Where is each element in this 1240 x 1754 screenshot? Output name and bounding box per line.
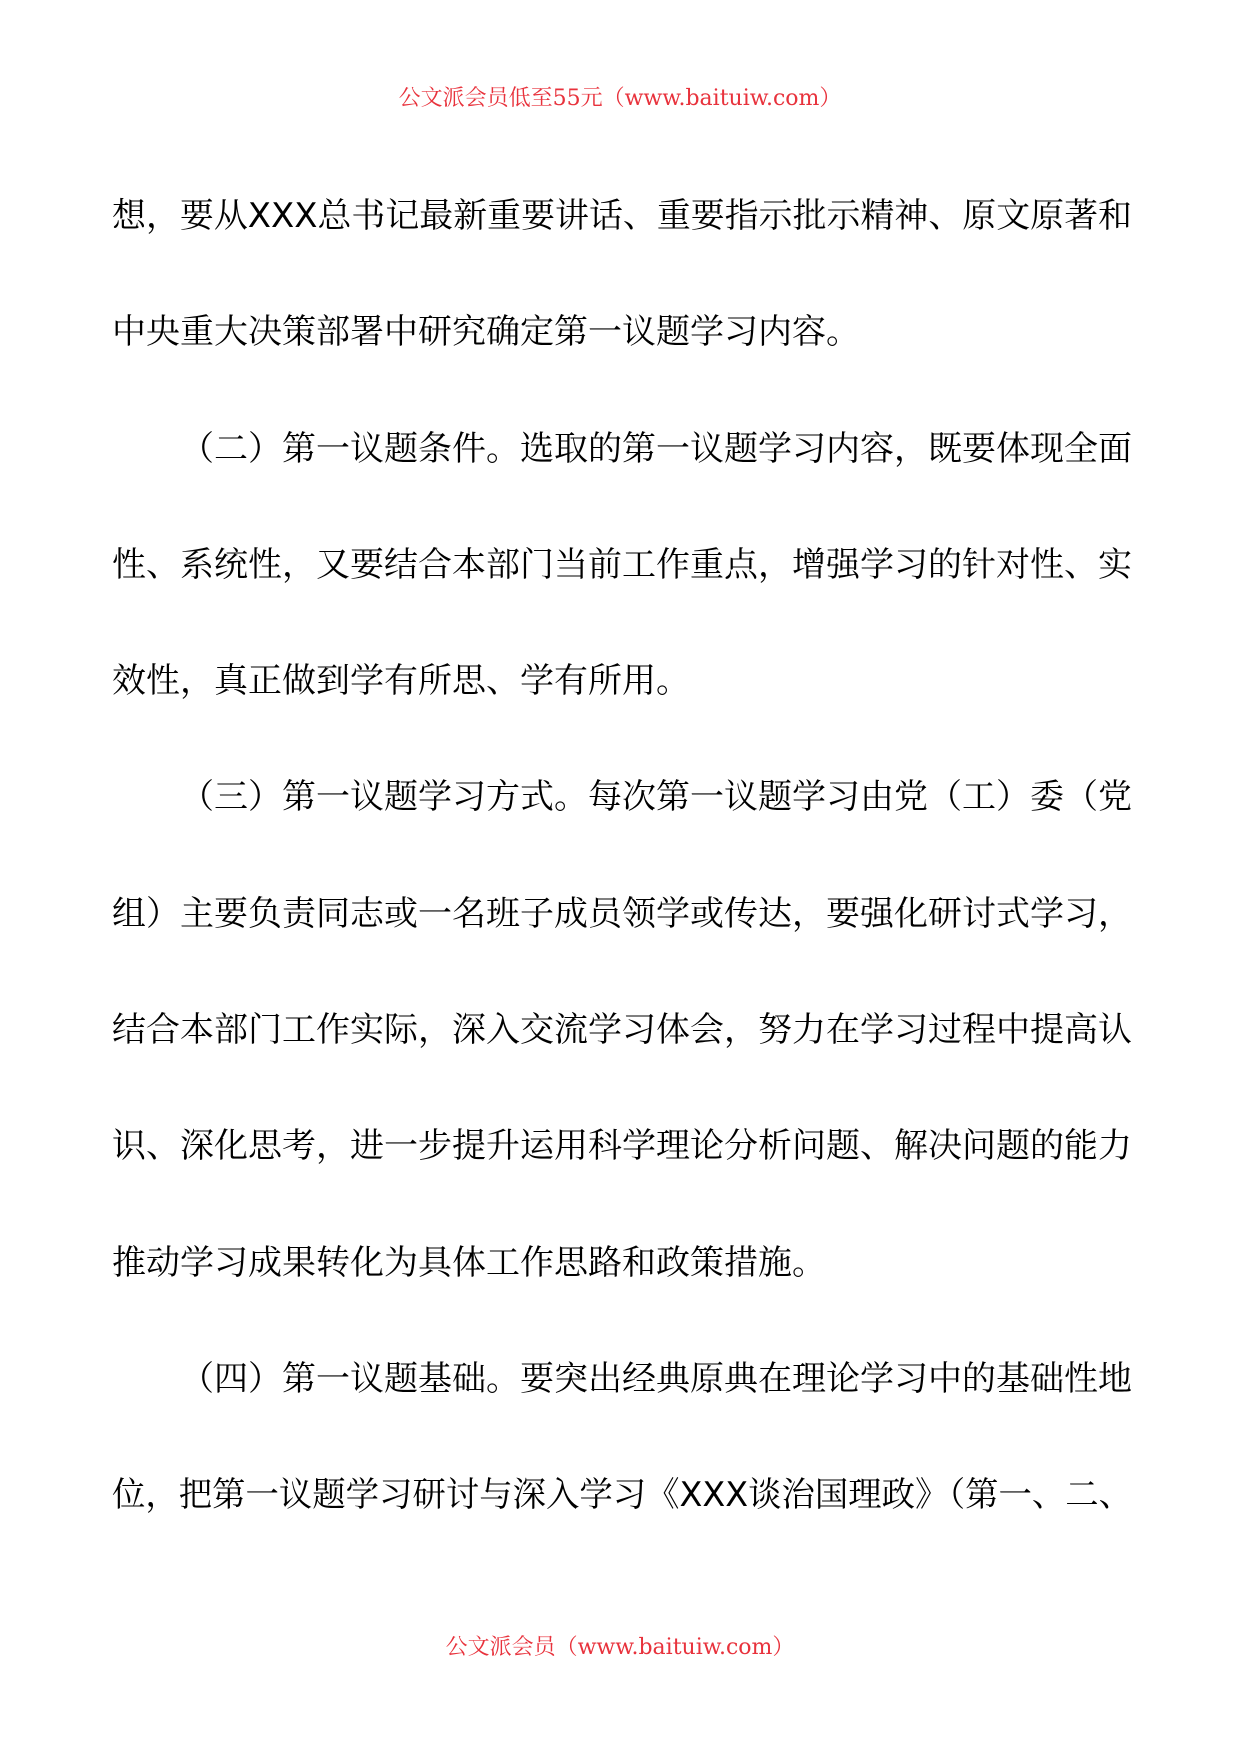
body-line: 性、系统性，又要结合本部门当前工作重点，增强学习的针对性、实 <box>112 544 1132 585</box>
page-header-watermark: 公文派会员低至55元（www.baituiw.com） <box>398 86 842 111</box>
body-line: 位，把第一议题学习研讨与深入学习《XXX谈治国理政》（第一、二、 <box>112 1475 1132 1516</box>
section-heading-line: （三）第一议题学习方式。每次第一议题学习由党（工）委（党 <box>180 777 1132 818</box>
body-line: 想，要从XXX总书记最新重要讲话、重要指示批示精神、原文原著和 <box>112 196 1132 236</box>
body-line: 组）主要负责同志或一名班子成员领学或传达，要强化研讨式学习， <box>112 893 1132 934</box>
body-line: 识、深化思考，进一步提升运用科学理论分析问题、解决问题的能力 <box>112 1126 1132 1167</box>
section-heading-line: （四）第一议题基础。要突出经典原典在理论学习中的基础性地 <box>180 1358 1132 1399</box>
page-footer-watermark: 公文派会员（www.baituiw.com） <box>445 1635 795 1660</box>
body-line: 结合本部门工作实际，深入交流学习体会，努力在学习过程中提高认 <box>112 1010 1132 1051</box>
body-line: 效性，真正做到学有所思、学有所用。 <box>112 661 690 702</box>
section-heading-line: （二）第一议题条件。选取的第一议题学习内容，既要体现全面 <box>180 428 1132 469</box>
document-body <box>112 158 1132 1554</box>
body-line: 中央重大决策部署中研究确定第一议题学习内容。 <box>112 312 860 353</box>
body-line: 推动学习成果转化为具体工作思路和政策措施。 <box>112 1242 826 1283</box>
